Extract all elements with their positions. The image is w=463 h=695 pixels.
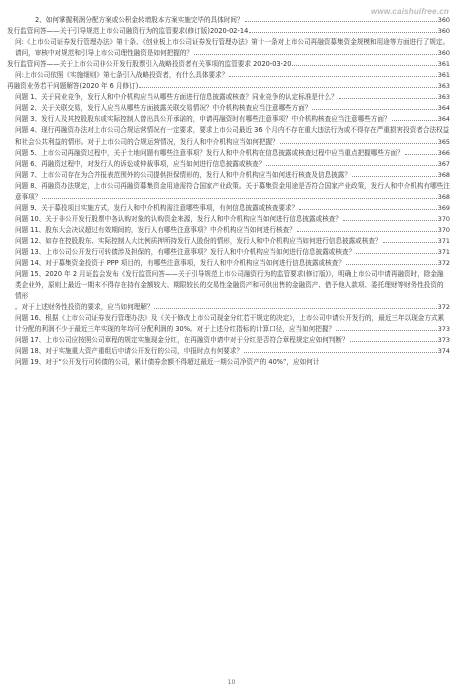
toc-entry[interactable] <box>7 258 450 269</box>
toc-entry[interactable] <box>7 203 450 214</box>
toc-entry[interactable] <box>7 159 450 170</box>
toc-entry[interactable] <box>7 148 450 159</box>
leader-dots <box>299 203 437 210</box>
toc-entry-text-tail: 问题 13、上市公司公开发行可转债涉及担保的，有哪些注意事项？发行人和中介机构应当如何进行信息披露或核查？ <box>15 247 356 256</box>
toc-entry-text: 问题 16、根据《上市公司证券发行管理办法》及《关于修改上市公司现金分红若干规定的决定》，上市公司申请公开发行的，最近三年以现金方式累 <box>15 314 445 323</box>
toc-entry-text-tail: 问题 17、上市公司应按照公司章程的规定实施现金分红，在再融资申请中对于分红是否符合章程规定应如何判断？ <box>15 336 349 345</box>
toc-entry[interactable] <box>7 70 450 81</box>
leader-dots <box>343 214 437 221</box>
toc-page-number: 363 <box>437 93 450 102</box>
toc-entry[interactable] <box>7 103 450 114</box>
leader-dots <box>42 192 436 199</box>
toc-entry-text-tail: 问题 10、关于非公开发行股票中各认购对象的认购资金来源，发行人和中介机构应当如何进行信息披露或核查？ <box>15 214 342 223</box>
toc-entry[interactable] <box>7 15 450 26</box>
toc-entry-text-tail: 计分配的利润不少于最近三年实现的年均可分配利润的 30%。对于上述分红指标的计算口径，应当如何把握？ <box>15 325 336 334</box>
toc-entry-text-tail: 。对于上述财务性投资的要求，应当如何理解？ <box>15 303 154 312</box>
leader-dots <box>229 70 437 77</box>
watermark: www.caishuifree.cn <box>371 7 449 16</box>
leader-dots <box>339 92 437 99</box>
leader-dots <box>249 26 437 33</box>
toc-entry[interactable] <box>7 170 450 181</box>
toc-entry[interactable] <box>7 114 450 125</box>
toc-entry[interactable] <box>7 225 450 236</box>
leader-dots <box>356 247 437 254</box>
toc-page-number: 372 <box>437 259 450 268</box>
toc-entry-text-tail: 再融资业务若干问题解答(2020 年 6 月修订) <box>7 82 139 91</box>
toc-entry[interactable] <box>7 247 450 258</box>
toc-page-number: 370 <box>437 214 450 223</box>
toc-entry-text-tail: 发行监管问答——关于上市公司非公开发行股票引入战略投资者有关事项的监管要求 2020-03-20 <box>7 60 292 69</box>
page-number: 10 <box>227 679 236 686</box>
toc-entry-text-tail: 问题 18、对于实施重大资产重组后申请公开发行的公司，申报时点有何要求？ <box>15 347 244 356</box>
toc-page-number: 361 <box>437 60 450 69</box>
leader-dots <box>405 148 437 155</box>
toc-page-number: 371 <box>437 236 450 245</box>
leader-dots <box>244 346 437 353</box>
leader-dots <box>292 59 436 66</box>
toc-entry-text-tail: 问题 2、关于关联交易，发行人应当从哪些方面披露关联交易情况？中介机构核查应当注意哪些方面？ <box>15 104 312 113</box>
toc-page-number: 361 <box>437 71 450 80</box>
toc-entry-text-tail: 问:上市公司依照《实施细则》第七条引入战略投资者，有什么具体要求？ <box>15 71 229 80</box>
toc-entry-text-tail: 请问，审核中对规范和引导上市公司理性融资是如何把握的？ <box>15 49 194 58</box>
toc-entry-text-tail: 问题 11、股东大会决议超过有效期间的，发行人有哪些注意事项？中介机构应当如何进行核查？ <box>15 225 296 234</box>
leader-dots <box>346 258 437 265</box>
table-of-contents <box>7 15 450 369</box>
toc-page-number: 372 <box>437 303 450 312</box>
leader-dots <box>392 114 437 121</box>
leader-dots <box>383 236 437 243</box>
toc-entry[interactable] <box>7 81 450 92</box>
toc-page-number: 373 <box>437 325 450 334</box>
toc-page-number: 360 <box>437 16 450 24</box>
toc-entry[interactable] <box>7 181 450 203</box>
toc-entry[interactable] <box>7 59 450 70</box>
toc-entry-text-tail: 问题 9、关于募投项目实施方式，发行人和中介机构需注意哪些事项，有何信息披露或核查要求？ <box>15 203 299 212</box>
toc-page-number: 366 <box>437 148 450 157</box>
toc-entry-text: 问题 4、现行再融资办法对上市公司合规运营情况有一定要求，要求上市公司最近 36 个月内不存在重大违法行为或不得存在严重损害投资者合法权益 <box>15 126 450 135</box>
toc-entry-text: 问题 8、再融资办法规定，上市公司再融资募集资金用途需符合国家产业政策。关于募集资金用途是否符合国家产业政策，发行人和中介机构有哪些注 <box>15 181 450 190</box>
toc-entry-text: 问题 15、2020 年 2 月证监会发布《发行监管问答——关于引导规范上市公司融资行为的监管要求(修订版)》，明确上市公司申请再融资时，除金融类企业外，原则上最近一期末不得存在持有金额较大、期限较长的交易性金融资产和可供出售的金融资产、借予他人款项、委托理财等财务性投资的情形 <box>15 270 444 301</box>
leader-dots <box>352 170 437 177</box>
leader-dots <box>297 225 437 232</box>
toc-entry[interactable] <box>7 269 450 313</box>
toc-entry-text-tail: 发行监管问答——关于引导规范上市公司融资行为的监管要求(修订版)2020-02-14 <box>7 27 249 36</box>
toc-entry-text-tail: 问题 1、关于同业竞争，发行人和中介机构应当从哪些方面进行信息披露或核查？同业竞争的认定标准是什么？ <box>15 93 338 102</box>
toc-page-number: 369 <box>437 203 450 212</box>
leader-dots <box>266 159 437 166</box>
leader-dots <box>336 324 437 331</box>
toc-entry[interactable] <box>7 346 450 357</box>
toc-page-number: 360 <box>437 27 450 36</box>
toc-entry[interactable] <box>7 26 450 37</box>
toc-page-number: 373 <box>437 336 450 345</box>
toc-page-number: 364 <box>437 115 450 124</box>
leader-dots <box>280 137 437 144</box>
toc-entry-text-tail: 问题 7、上市公司存在为合并报表范围外的公司提供担保情形的，发行人和中介机构应当如何进行核查及信息披露？ <box>15 170 351 179</box>
toc-entry[interactable] <box>7 357 450 368</box>
toc-entry-text-tail: 问题 12、如存在控股股东、实际控制人大比例质押所持发行人股份的情形，发行人和中介机构应当如何进行信息披露或核查？ <box>15 236 382 245</box>
toc-entry[interactable] <box>7 37 450 59</box>
toc-entry[interactable] <box>7 214 450 225</box>
leader-dots <box>350 335 437 342</box>
leader-dots <box>154 302 436 309</box>
leader-dots <box>312 103 436 110</box>
toc-page-number: 371 <box>437 247 450 256</box>
toc-entry-text-tail: 问题 3、发行人及其控股股东或实际控制人曾出具公开承诺的，申请再融资时有哪些注意事项？中介机构核查应当注意哪些方面？ <box>15 115 391 124</box>
toc-entry-text-tail: 和社会公共利益的情形。对于上市公司的合规运营情况，发行人和中介机构应当如何把握？ <box>15 137 279 146</box>
toc-entry[interactable] <box>7 92 450 103</box>
leader-dots <box>194 48 437 55</box>
toc-page-number: 365 <box>437 137 450 146</box>
toc-entry[interactable] <box>7 335 450 346</box>
toc-page-number: 364 <box>437 104 450 113</box>
toc-entry-text-tail: 问题 6、再融资过程中，对发行人的诉讼或仲裁事项，应当如何进行信息披露或核查？ <box>15 159 266 168</box>
toc-page-number: 367 <box>437 159 450 168</box>
toc-entry-text-tail: 问题 14、对于募集资金投资于 PPP 项目的，有哪些注意事项，发行人和中介机构应当如何进行信息披露或核查？ <box>15 259 345 268</box>
toc-page-number: 368 <box>437 192 450 201</box>
toc-page-number: 363 <box>437 82 450 91</box>
toc-entry-text-tail: 问题 19、对于“公开发行可转债的公司，累计债券余额不得超过最近一期公司净资产的 40%”，应如何计 <box>15 358 320 367</box>
leader-dots <box>139 81 436 88</box>
leader-dots <box>245 15 437 22</box>
toc-page-number: 360 <box>437 49 450 58</box>
toc-page-number: 370 <box>437 225 450 234</box>
toc-entry[interactable] <box>7 236 450 247</box>
toc-entry-text-tail: 意事项？ <box>15 192 42 201</box>
toc-entry-text-tail: 问题 5、上市公司再融资过程中，关于土地问题有哪些注意事项？发行人和中介机构在信息披露或核查过程中应当重点把握哪些方面？ <box>15 148 404 157</box>
toc-entry-text-tail: 2、如何掌握利润分配方案或公积金转增股本方案实施完毕的具体时间？ <box>35 16 244 24</box>
toc-entry[interactable] <box>7 125 450 147</box>
toc-page-number: 374 <box>437 347 450 356</box>
toc-entry-text: 问:《上市公司证券发行管理办法》第十条、《创业板上市公司证券发行管理办法》第十一条对上市公司再融资募集资金规模和用途等方面进行了规定。 <box>15 38 450 47</box>
toc-page-number: 368 <box>437 170 450 179</box>
toc-entry[interactable] <box>7 313 450 335</box>
